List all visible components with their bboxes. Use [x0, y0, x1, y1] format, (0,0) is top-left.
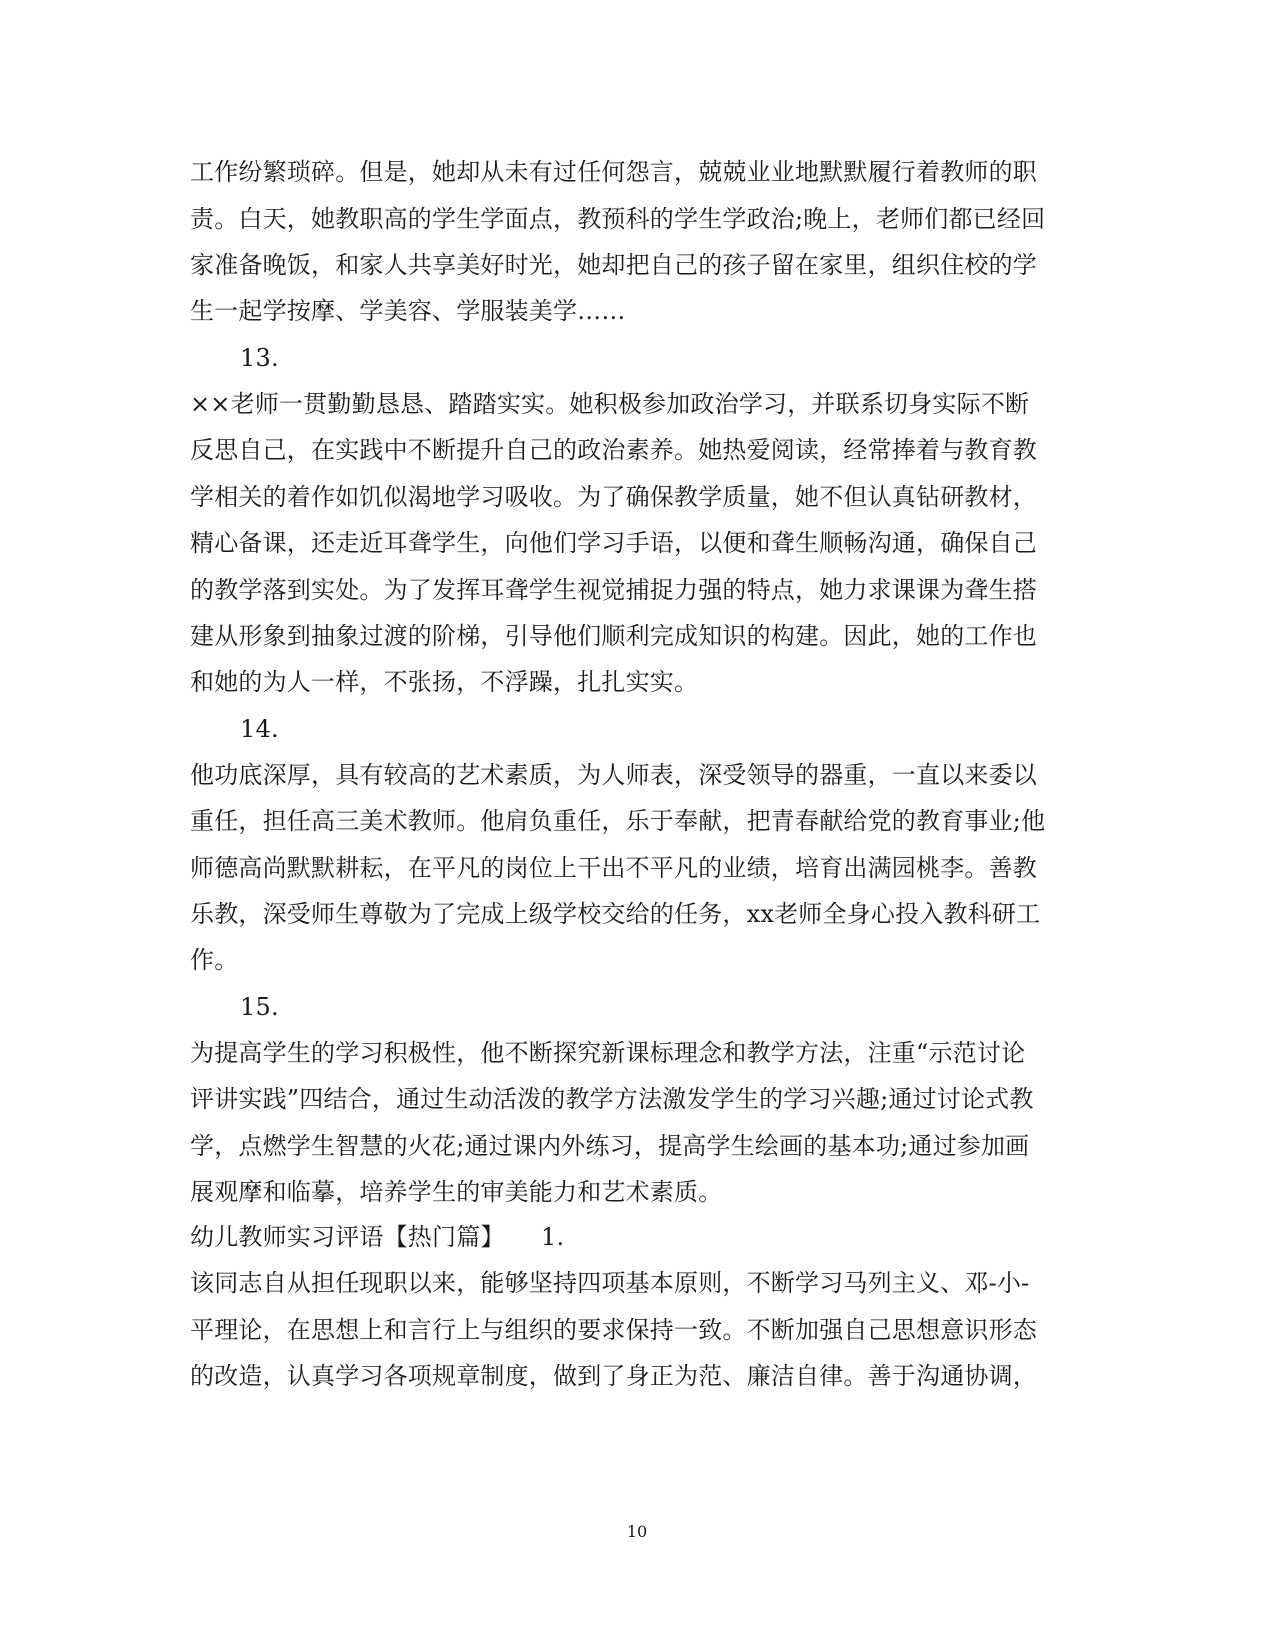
- text-line: 平理论，在思想上和言行上与组织的要求保持一致。不断加强自己思想意识形态: [190, 1316, 1037, 1344]
- text-line: 作。: [190, 946, 239, 974]
- text-line: 的改造，认真学习各项规章制度，做到了身正为范、廉洁自律。善于沟通协调，: [190, 1362, 1037, 1390]
- text-line: 反思自己，在实践中不断提升自己的政治素养。她热爱阅读，经常捧着与教育教: [190, 436, 1037, 464]
- text-line: 工作纷繁琐碎。但是，她却从未有过任何怨言，兢兢业业地默默履行着教师的职: [190, 158, 1037, 186]
- text-line: 重任，担任高三美术教师。他肩负重任，乐于奉献，把青春献给党的教育事业;他: [190, 807, 1046, 835]
- text-line: 责。白天，她教职高的学生学面点，教预科的学生学政治;晚上，老师们都已经回: [190, 205, 1046, 233]
- text-line: 学，点燃学生智慧的火花;通过课内外练习，提高学生绘画的基本功;通过参加画: [190, 1132, 1030, 1160]
- text-line: 学相关的着作如饥似渴地学习吸收。为了确保教学质量，她不但认真钻研教材，: [190, 483, 1037, 511]
- text-line: 生一起学按摩、学美容、学服装美学……: [190, 297, 626, 325]
- text-line: 评讲实践”四结合，通过生动活泼的教学方法激发学生的学习兴趣;通过讨论式教: [190, 1085, 1034, 1113]
- section-heading: 幼儿教师实习评语【热门篇】 1.: [190, 1223, 565, 1251]
- item-number: 14.: [240, 715, 279, 743]
- text-line: 建从形象到抽象过渡的阶梯，引导他们顺利完成知识的构建。因此，她的工作也: [190, 622, 1037, 650]
- text-line: 精心备课，还走近耳聋学生，向他们学习手语，以便和聋生顺畅沟通，确保自己: [190, 529, 1037, 557]
- text-line: 师德高尚默默耕耘，在平凡的岗位上干出不平凡的业绩，培育出满园桃李。善教: [190, 854, 1037, 882]
- text-line: 的教学落到实处。为了发挥耳聋学生视觉捕捉力强的特点，她力求课课为聋生搭: [190, 576, 1037, 604]
- text-line: 展观摩和临摹，培养学生的审美能力和艺术素质。: [190, 1178, 723, 1206]
- text-line: 乐教，深受师生尊敬为了完成上级学校交给的任务，xx老师全身心投入教科研工: [190, 900, 1041, 928]
- text-line: 和她的为人一样，不张扬，不浮躁，扎扎实实。: [190, 668, 699, 696]
- text-line: 为提高学生的学习积极性，他不断探究新课标理念和教学方法，注重“示范讨论: [190, 1039, 1026, 1067]
- text-line: 他功底深厚，具有较高的艺术素质，为人师表，深受领导的器重，一直以来委以: [190, 761, 1037, 789]
- item-number: 15.: [240, 993, 279, 1021]
- page-number: 10: [626, 1522, 648, 1541]
- text-line: 家准备晚饭，和家人共享美好时光，她却把自己的孩子留在家里，组织住校的学: [190, 251, 1037, 279]
- item-number: 13.: [240, 344, 279, 372]
- text-line: ××老师一贯勤勤恳恳、踏踏实实。她积极参加政治学习，并联系切身实际不断: [190, 390, 1030, 418]
- text-line: 该同志自从担任现职以来，能够坚持四项基本原则，不断学习马列主义、邓-小-: [190, 1269, 1030, 1297]
